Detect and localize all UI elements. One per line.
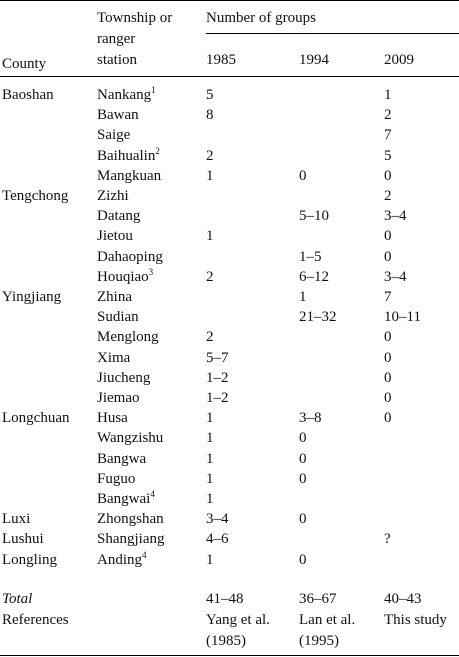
county-cell-text: Longling [2,552,57,568]
groups-2009-cell [384,146,392,167]
reference-1985-line1: Yang et al. [206,612,270,628]
county-cell [2,529,44,550]
footnote-marker: 4 [142,550,147,560]
groups-2009-cell-text: 7 [384,289,392,305]
groups-2009-cell [384,206,407,227]
station-cell-text: Zizhi [97,188,129,204]
total-label: Total [2,591,33,607]
station-cell [97,408,128,429]
station-cell-text: Menglong [97,329,159,345]
groups-1985-cell [206,469,214,490]
station-cell [97,368,150,389]
groups-1985-cell-text: 1 [206,491,214,507]
groups-1985-cell [206,327,214,348]
groups-2009-cell-text: 0 [384,168,392,184]
groups-2009-cell-text: 3–4 [384,269,407,285]
groups-1985-cell-text: 1 [206,168,214,184]
groups-1994-cell-text: 1–5 [299,249,322,265]
reference-1985-line2: (1985) [206,633,246,649]
groups-1994-cell [299,267,329,288]
groups-1985-cell [206,267,214,288]
groups-1985-cell [206,146,214,167]
county-cell [2,550,57,571]
groups-1985-cell-text: 1–2 [206,390,229,406]
reference-1994-line2: (1995) [299,633,339,649]
station-cell [97,550,147,571]
county-cell [2,509,30,530]
groups-2009-cell [384,388,392,409]
groups-2009-cell [384,307,421,328]
station-cell [97,247,163,268]
station-cell [97,166,161,187]
groups-2009-cell-text: 0 [384,329,392,345]
groups-1985-cell-text: 5 [206,87,214,103]
groups-2009-cell [384,348,392,369]
groups-1985-cell-text: 1 [206,451,214,467]
groups-1985-cell-text: 1 [206,228,214,244]
station-cell [97,307,139,328]
station-cell-text: Jiemao [97,390,140,406]
header-station-line3: station [97,52,137,68]
station-cell-text: Bangwai [97,491,151,507]
groups-1994-cell-text: 1 [299,289,307,305]
groups-1985-cell [206,348,229,369]
station-cell [97,388,140,409]
groups-1985-cell [206,408,214,429]
station-cell [97,226,133,247]
groups-2009-cell-text: 0 [384,249,392,265]
county-cell [2,287,61,308]
station-cell [97,449,146,470]
station-cell-text: Baihualin [97,148,156,164]
groups-1994-cell-text: 3–8 [299,410,322,426]
station-cell-text: Nankang [97,87,152,103]
station-cell [97,125,130,146]
groups-1994-cell-text: 21–32 [299,309,337,325]
groups-1994-cell [299,469,307,490]
groups-1994-cell-text: 0 [299,451,307,467]
groups-2009-cell [384,125,392,146]
number-of-groups-rule [206,33,459,34]
groups-1985-cell [206,428,214,449]
station-cell [97,489,155,510]
groups-2009-cell-text: 10–11 [384,309,421,325]
table-bottom-rule [0,655,459,656]
groups-1985-cell [206,489,214,510]
station-cell [97,529,165,550]
total-1994: 36–67 [299,591,337,607]
groups-1985-cell [206,529,229,550]
station-cell-text: Zhongshan [97,511,164,527]
groups-1994-cell [299,287,307,308]
station-cell-text: Bawan [97,107,139,123]
station-cell [97,509,164,530]
groups-2009-cell-text: 2 [384,107,392,123]
groups-2009-cell-text: 7 [384,127,392,143]
groups-1994-cell-text: 0 [299,471,307,487]
reference-2009: This study [384,612,447,628]
groups-2009-cell [384,327,392,348]
groups-1985-cell [206,226,214,247]
groups-2009-cell [384,408,392,429]
station-cell-text: Shangjiang [97,531,165,547]
reference-1994-line1: Lan et al. [299,612,356,628]
groups-1994-cell-text: 0 [299,168,307,184]
header-station-line1: Township or [97,10,173,26]
station-cell-text: Jiucheng [97,370,151,386]
station-cell-text: Saige [97,127,131,143]
station-cell [97,469,135,490]
groups-2009-cell-text: 0 [384,228,392,244]
groups-1994-cell [299,509,307,530]
groups-1994-cell [299,307,337,328]
groups-1985-cell [206,85,214,106]
groups-1985-cell-text: 5–7 [206,350,229,366]
station-cell-text: Fuguo [97,471,136,487]
station-cell-text: Anding [97,552,142,568]
station-cell [97,146,160,167]
station-cell-text: Datang [97,208,141,224]
station-cell [97,428,163,449]
header-station-line2: ranger [97,31,136,47]
groups-1994-cell [299,428,307,449]
groups-2009-cell-text: ? [384,531,391,547]
county-cell-text: Lushui [2,531,44,547]
station-cell-text: Mangkuan [97,168,162,184]
station-cell [97,186,129,207]
groups-2009-cell [384,529,391,550]
groups-1994-cell [299,247,322,268]
header-year-1985: 1985 [206,52,236,68]
station-cell-text: Bangwa [97,451,147,467]
groups-1994-cell [299,550,307,571]
county-cell [2,186,68,207]
groups-1994-cell-text: 0 [299,511,307,527]
station-cell [97,348,130,369]
station-cell-text: Xima [97,350,131,366]
groups-2009-cell-text: 2 [384,188,392,204]
groups-1985-cell [206,449,214,470]
groups-1985-cell [206,368,229,389]
groups-1985-cell [206,509,229,530]
station-cell-text: Houqiao [97,269,149,285]
groups-1985-cell-text: 1–2 [206,370,229,386]
groups-2009-cell-text: 3–4 [384,208,407,224]
station-cell [97,267,153,288]
station-cell-text: Zhina [97,289,132,305]
station-cell [97,287,132,308]
header-number-of-groups: Number of groups [206,10,316,26]
groups-1985-cell-text: 1 [206,410,214,426]
footnote-marker: 4 [150,489,155,499]
station-cell [97,327,159,348]
groups-1985-cell-text: 2 [206,329,214,345]
groups-1985-cell-text: 2 [206,148,214,164]
groups-2009-cell [384,166,392,187]
groups-2009-cell [384,105,392,126]
total-2009: 40–43 [384,591,422,607]
footnote-marker: 1 [151,85,156,95]
groups-2009-cell [384,85,392,106]
county-cell-text: Luxi [2,511,31,527]
groups-2009-cell-text: 0 [384,410,392,426]
groups-2009-cell [384,267,407,288]
station-cell-text: Sudian [97,309,139,325]
groups-2009-cell [384,368,392,389]
references-label: References [2,612,69,628]
groups-2009-cell-text: 0 [384,390,392,406]
county-cell [2,85,54,106]
header-year-1994: 1994 [299,52,329,68]
groups-2009-cell [384,287,392,308]
table-top-rule [0,0,459,1]
footnote-marker: 3 [148,267,154,277]
groups-1985-cell-text: 3–4 [206,511,229,527]
groups-1985-cell-text: 8 [206,107,214,123]
groups-1994-cell-text: 5–10 [299,208,329,224]
groups-1994-cell-text: 6–12 [299,269,329,285]
groups-1994-cell-text: 0 [299,430,307,446]
station-cell [97,206,140,227]
station-cell [97,85,156,106]
groups-2009-cell [384,186,392,207]
county-cell [2,408,69,429]
groups-1985-cell [206,388,229,409]
county-cell-text: Baoshan [2,87,54,103]
groups-1985-cell-text: 1 [206,471,214,487]
groups-1985-cell-text: 1 [206,552,214,568]
header-year-2009: 2009 [384,52,414,68]
county-cell-text: Yingjiang [2,289,62,305]
groups-1985-cell-text: 4–6 [206,531,229,547]
footnote-marker: 2 [155,146,160,156]
groups-1994-cell [299,408,322,429]
station-cell-text: Wangzishu [97,430,164,446]
groups-1994-cell [299,206,329,227]
groups-1985-cell-text: 2 [206,269,214,285]
county-cell-text: Longchuan [2,410,70,426]
groups-2009-cell [384,247,392,268]
groups-1985-cell-text: 1 [206,430,214,446]
table-header-rule [0,76,459,77]
station-cell-text: Jietou [97,228,133,244]
station-cell [97,105,139,126]
groups-1985-cell [206,166,214,187]
groups-1985-cell [206,105,214,126]
groups-1985-cell [206,550,214,571]
header-county: County [2,56,47,72]
groups-2009-cell-text: 5 [384,148,392,164]
county-cell-text: Tengchong [2,188,69,204]
groups-2009-cell-text: 1 [384,87,392,103]
groups-2009-cell-text: 0 [384,370,392,386]
groups-2009-cell [384,226,392,247]
station-cell-text: Husa [97,410,128,426]
groups-1994-cell-text: 0 [299,552,307,568]
groups-1994-cell [299,449,307,470]
groups-2009-cell-text: 0 [384,350,392,366]
station-cell-text: Dahaoping [97,249,163,265]
total-1985: 41–48 [206,591,244,607]
groups-1994-cell [299,166,307,187]
